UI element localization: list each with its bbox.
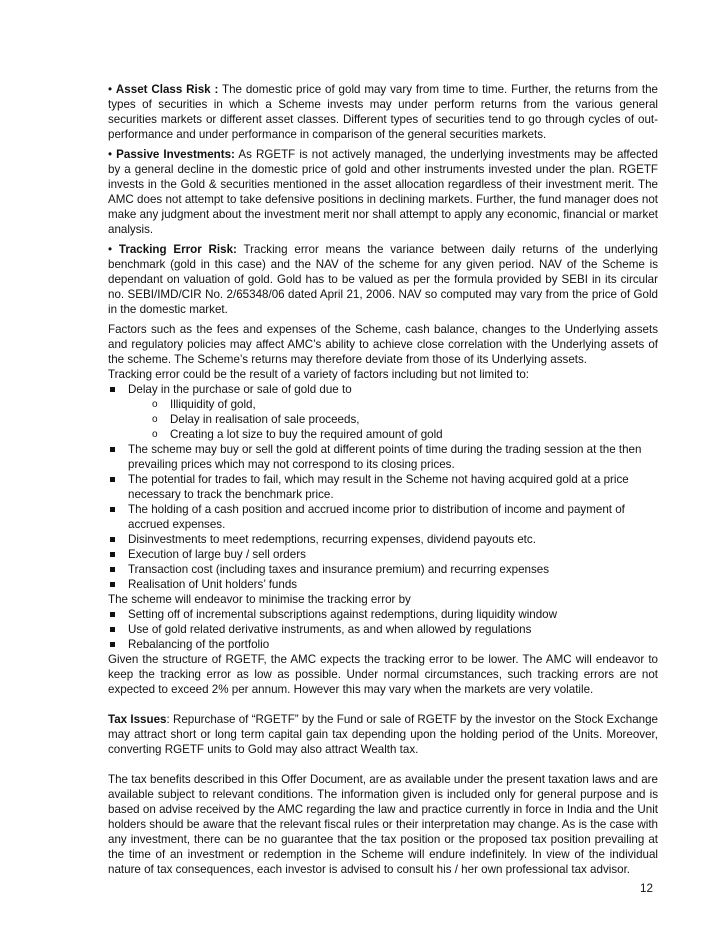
sub-list-item: o Delay in realisation of sale proceeds, xyxy=(152,412,658,427)
bullet: • xyxy=(108,148,113,161)
tax-issues-text: : Repurchase of “RGETF” by the Fund or sale of RGETF by the investor on the Stock Exchange may attract short or long term capital gain tax depending upon the holding period of the Units. Moreover, converting RGETF units to Gold may also attract Wealth tax. xyxy=(108,713,658,756)
list-item: Disinvestments to meet redemptions, recurring expenses, dividend payouts etc. xyxy=(108,532,658,547)
bullet: • xyxy=(108,83,113,96)
tax-issues-heading: Tax Issues xyxy=(108,713,167,726)
list-item: Use of gold related derivative instruments, as and when allowed by regulations xyxy=(108,622,658,637)
factors-intro: Tracking error could be the result of a variety of factors including but not limited to: xyxy=(108,368,530,381)
asset-class-risk-paragraph xyxy=(108,82,658,142)
bullet: • xyxy=(108,243,113,256)
tracking-error-risk-paragraph xyxy=(108,242,658,317)
passive-investments-heading: Passive Investments: xyxy=(116,148,235,161)
factors-paragraph: Factors such as the fees and expenses of the Scheme, cash balance, changes to the Underlying assets and regulatory policies may affect AMC’s ability to achieve close correlation with the Underlying assets of the scheme. The Scheme’s returns may therefore deviate from those of its Underlying assets. xyxy=(108,323,658,366)
list-item: Rebalancing of the portfolio xyxy=(108,637,658,652)
list-item: Transaction cost (including taxes and insurance premium) and recurring expenses xyxy=(108,562,658,577)
structure-paragraph: Given the structure of RGETF, the AMC expects the tracking error to be lower. The AMC will endeavor to keep the tracking error as low as possible. Under normal circumstances, such tracking errors are not expected to exceed 2% per annum. However this may vary when the markets are very volatile. xyxy=(108,653,658,696)
list-item: The potential for trades to fail, which may result in the Scheme not having acquired gold at a price necessary to track the benchmark price. xyxy=(108,472,658,502)
sub-list-item: o Illiquidity of gold, xyxy=(152,397,658,412)
minimise-intro: The scheme will endeavor to minimise the tracking error by xyxy=(108,593,411,606)
asset-class-risk-heading: Asset Class Risk : xyxy=(115,83,219,96)
tracking-error-risk-heading: Tracking Error Risk: xyxy=(118,243,237,256)
tax-issues-paragraph xyxy=(108,712,658,757)
list-item: The holding of a cash position and accrued income prior to distribution of income and payment of accrued expenses. xyxy=(108,502,658,532)
sub-list-item: o Creating a lot size to buy the required amount of gold xyxy=(152,427,658,442)
list-item: The scheme may buy or sell the gold at different points of time during the trading session at the then prevailing prices which may not correspond to its closing prices. xyxy=(108,442,658,472)
tracking-factors-list xyxy=(108,382,658,397)
page-number: 12 xyxy=(640,882,653,895)
tracking-error-risk-text: Tracking error means the variance between daily returns of the underlying benchmark (gold in this case) and the NAV of the scheme for any given period. NAV of the Scheme is dependant on valuation of gold. Gold has to be valued as per the formula provided by SEBI in its circular no. SEBI/IMD/CIR No. 2/65348/06 dated April 21, 2006. NAV so computed may vary from the price of Gold in the domestic market. xyxy=(108,243,658,316)
list-item: Realisation of Unit holders’ funds xyxy=(108,577,658,592)
list-item: Setting off of incremental subscriptions against redemptions, during liquidity window xyxy=(108,607,658,622)
passive-investments-paragraph xyxy=(108,147,658,237)
tracking-factors-list-continued xyxy=(108,442,658,592)
list-item: Execution of large buy / sell orders xyxy=(108,547,658,562)
list-item xyxy=(108,382,658,397)
minimise-list xyxy=(108,607,658,652)
delay-reasons-sublist xyxy=(108,397,658,442)
passive-investments-text: As RGETF is not actively managed, the underlying investments may be affected by a general decline in the domestic price of gold and other instruments invested under the plan. RGETF invests in the Gold & securities mentioned in the asset allocation regardless of their investment merit. The AMC does not attempt to take defensive positions in declining markets. Further, the fund manager does not make any judgment about the investment merit nor shall attempt to apply any economic, financial or market analysis. xyxy=(108,148,658,236)
list-item-text: Delay in the purchase or sale of gold due to xyxy=(128,383,352,396)
document-page xyxy=(108,82,658,877)
tax-benefits-paragraph: The tax benefits described in this Offer Document, are as available under the present taxation laws and are available subject to relevant conditions. The information given is included only for general purpose and is based on advise received by the AMC regarding the law and practice currently in force in India and the Unit holders should be aware that the relevant fiscal rules or their interpretation may change. As is the case with any investment, there can be no guarantee that the tax position or the proposed tax position prevailing at the time of an investment or redemption in the Scheme will endure indefinitely. In view of the individual nature of tax consequences, each investor is advised to consult his / her own professional tax advisor. xyxy=(108,773,658,876)
asset-class-risk-text: The domestic price of gold may vary from time to time. Further, the returns from the types of securities in which a Scheme invests may under perform returns from the various general securities markets or different asset classes. Different types of securities tend to go through cycles of out-performance and under performance in comparison of the general securities markets. xyxy=(108,83,658,141)
